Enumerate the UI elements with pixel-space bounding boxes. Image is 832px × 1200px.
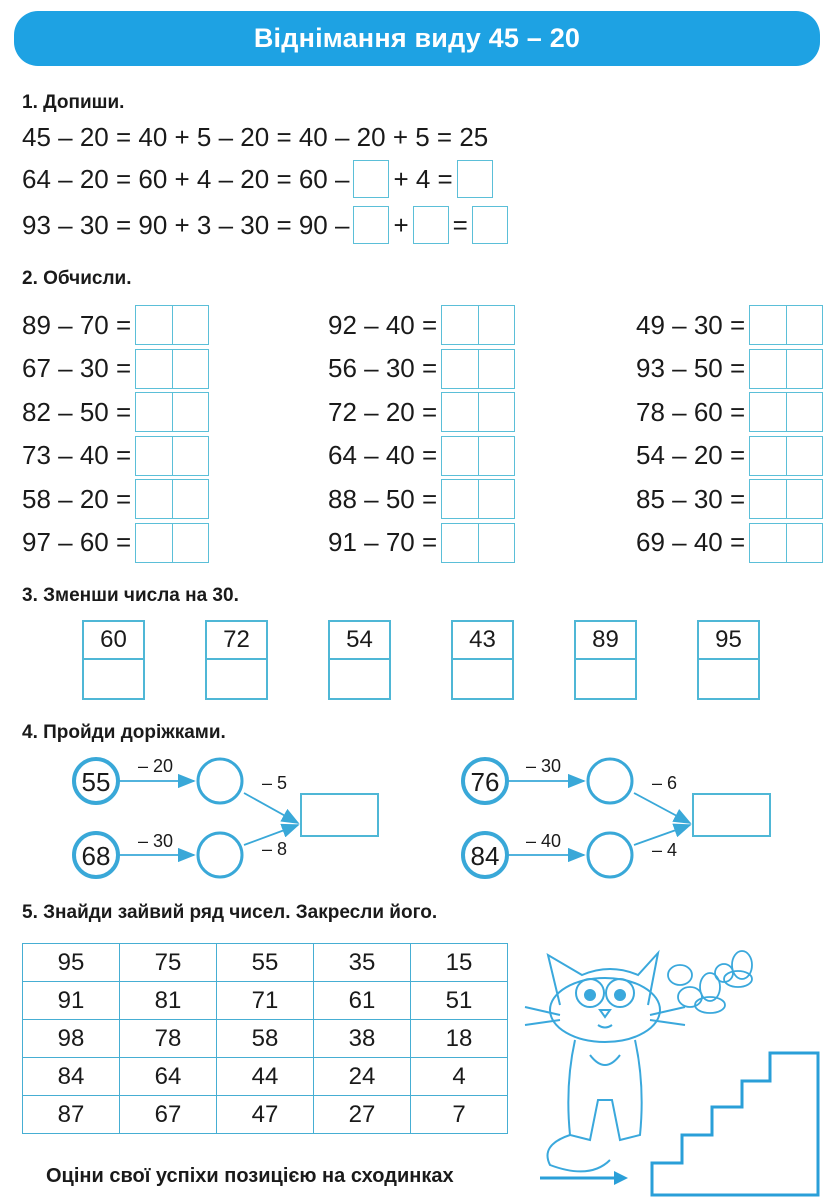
ones-cell[interactable] (172, 524, 208, 562)
footer-text: Оціни свої успіхи позицією на сходинках (46, 1165, 454, 1187)
card-number: 43 (453, 622, 512, 660)
answer-cells (441, 392, 515, 432)
tens-cell[interactable] (136, 480, 172, 518)
ones-cell[interactable] (786, 306, 822, 344)
task1-line2-text: 64 – 20 = 60 + 4 – 20 = 60 – (22, 164, 350, 194)
exercise-row (328, 523, 515, 563)
table-cell: 81 (120, 982, 217, 1020)
exercise-expression: 91 – 70 = (328, 527, 438, 557)
tens-cell[interactable] (750, 350, 786, 388)
table-cell: 4 (411, 1058, 508, 1096)
page-title: Віднімання виду 45 – 20 (253, 23, 581, 53)
exercise-expression: 49 – 30 = (636, 309, 746, 340)
table-cell: 27 (314, 1096, 411, 1134)
tens-cell[interactable] (750, 480, 786, 518)
exercise-expression: 78 – 60 = (636, 396, 746, 427)
task3-heading: 3. Зменши числа на 30. (22, 585, 239, 606)
exercise-row (22, 479, 209, 519)
table-cell: 35 (314, 944, 411, 982)
number-card (574, 620, 637, 700)
bee-illustration (668, 951, 752, 1013)
answer-cells (441, 349, 515, 389)
ones-cell[interactable] (786, 437, 822, 475)
card-number: 89 (576, 622, 635, 660)
table-cell: 7 (411, 1096, 508, 1134)
operation-label: – 8 (262, 839, 288, 859)
exercise-row (636, 392, 823, 432)
table-row[interactable] (23, 944, 508, 982)
answer-cells (441, 523, 515, 563)
illustration (520, 935, 832, 1200)
exercise-row (22, 305, 209, 345)
answer-cells (441, 436, 515, 476)
exercise-expression: 64 – 40 = (328, 440, 438, 470)
table-cell: 18 (411, 1020, 508, 1058)
card-answer-box[interactable] (207, 660, 266, 698)
table-cell: 47 (217, 1096, 314, 1134)
ones-cell[interactable] (786, 350, 822, 388)
tens-cell[interactable] (136, 524, 172, 562)
exercise-expression: 85 – 30 = (636, 483, 746, 514)
path-diagram-2 (463, 756, 770, 877)
number-card (328, 620, 391, 700)
task1-line1-text: 45 – 20 = 40 + 5 – 20 = 40 – 20 + 5 = 25 (22, 122, 489, 152)
tens-cell[interactable] (750, 393, 786, 431)
tens-cell[interactable] (750, 306, 786, 344)
task1-line3 (22, 206, 512, 244)
answer-cells (135, 436, 209, 476)
exercise-row (636, 349, 823, 389)
start-number: 68 (81, 841, 111, 871)
table-cell: 55 (217, 944, 314, 982)
ones-cell[interactable] (478, 393, 514, 431)
number-card (205, 620, 268, 700)
exercise-row (328, 392, 515, 432)
answer-cells (441, 479, 515, 519)
exercise-row (22, 523, 209, 563)
exercise-expression: 72 – 20 = (328, 396, 438, 427)
tens-cell[interactable] (442, 393, 478, 431)
table-cell: 51 (411, 982, 508, 1020)
table-cell: 15 (411, 944, 508, 982)
card-number: 72 (207, 622, 266, 660)
answer-cells (135, 392, 209, 432)
result-box[interactable] (301, 794, 378, 836)
table-cell: 91 (23, 982, 120, 1020)
table-cell: 75 (120, 944, 217, 982)
table-cell: 67 (120, 1096, 217, 1134)
answer-cells (749, 392, 823, 432)
table-cell: 78 (120, 1020, 217, 1058)
ones-cell[interactable] (478, 437, 514, 475)
card-number: 60 (84, 622, 143, 660)
tens-cell[interactable] (442, 524, 478, 562)
cat-illustration (525, 953, 685, 1171)
answer-box[interactable] (353, 160, 389, 198)
exercise-row (22, 436, 209, 476)
card-answer-box[interactable] (453, 660, 512, 698)
number-card (451, 620, 514, 700)
exercise-expression: 93 – 50 = (636, 353, 746, 383)
exercise-row (22, 349, 209, 389)
table-cell: 95 (23, 944, 120, 982)
ones-cell[interactable] (172, 480, 208, 518)
answer-cells (135, 479, 209, 519)
answer-circle[interactable] (198, 833, 242, 877)
exercise-expression: 56 – 30 = (328, 353, 438, 383)
exercise-expression: 54 – 20 = (636, 440, 746, 470)
plus-sign: + (393, 210, 409, 240)
table-row[interactable] (23, 982, 508, 1020)
ones-cell[interactable] (172, 350, 208, 388)
answer-cells (749, 349, 823, 389)
table-cell: 71 (217, 982, 314, 1020)
answer-cells (749, 305, 823, 345)
tens-cell[interactable] (750, 437, 786, 475)
table-cell: 44 (217, 1058, 314, 1096)
footer-self-assessment (46, 1165, 454, 1188)
table-cell: 84 (23, 1058, 120, 1096)
exercise-expression: 69 – 40 = (636, 527, 746, 557)
operation-label: – 5 (262, 773, 288, 793)
exercise-row (328, 436, 515, 476)
tens-cell[interactable] (136, 437, 172, 475)
answer-box[interactable] (353, 206, 389, 244)
task1-line2 (22, 160, 497, 198)
number-card (697, 620, 760, 700)
operation-label: – 30 (138, 831, 174, 851)
tens-cell[interactable] (136, 393, 172, 431)
start-number: 55 (81, 767, 111, 797)
exercise-expression: 67 – 30 = (22, 353, 132, 383)
tens-cell[interactable] (442, 437, 478, 475)
table-cell: 98 (23, 1020, 120, 1058)
card-number: 54 (330, 622, 389, 660)
table-cell: 61 (314, 982, 411, 1020)
exercise-expression: 89 – 70 = (22, 309, 132, 340)
number-card (82, 620, 145, 700)
operation-label: – 30 (526, 756, 562, 776)
card-number: 95 (699, 622, 758, 660)
answer-box[interactable] (413, 206, 449, 244)
answer-cells (749, 523, 823, 563)
operation-label: – 4 (652, 840, 678, 860)
answer-circle[interactable] (198, 759, 242, 803)
task2-heading: 2. Обчисли. (22, 268, 132, 289)
tens-cell[interactable] (442, 480, 478, 518)
operation-label: – 20 (138, 756, 174, 776)
result-box[interactable] (693, 794, 770, 836)
task4-heading: 4. Пройди доріжками. (22, 722, 226, 743)
answer-circle[interactable] (588, 759, 632, 803)
exercise-row (22, 392, 209, 432)
tens-cell[interactable] (136, 306, 172, 344)
task1-example-line (22, 122, 488, 152)
ones-cell[interactable] (478, 524, 514, 562)
ones-cell[interactable] (786, 524, 822, 562)
exercise-expression: 92 – 40 = (328, 309, 438, 340)
number-rows-table (22, 943, 508, 1134)
answer-circle[interactable] (588, 833, 632, 877)
table-row[interactable] (23, 1020, 508, 1058)
table-cell: 38 (314, 1020, 411, 1058)
exercise-row (636, 479, 823, 519)
exercise-row (636, 305, 823, 345)
ones-cell[interactable] (478, 480, 514, 518)
tens-cell[interactable] (750, 524, 786, 562)
exercise-row (328, 305, 515, 345)
answer-cells (441, 305, 515, 345)
ones-cell[interactable] (478, 306, 514, 344)
exercise-row (328, 349, 515, 389)
exercise-expression: 58 – 20 = (22, 483, 132, 514)
task1-line2-mid: + 4 = (393, 164, 453, 194)
table-cell: 24 (314, 1058, 411, 1096)
answer-box[interactable] (472, 206, 508, 244)
card-answer-box[interactable] (699, 660, 758, 698)
tens-cell[interactable] (136, 350, 172, 388)
answer-cells (135, 305, 209, 345)
ones-cell[interactable] (172, 306, 208, 344)
answer-cells (135, 349, 209, 389)
success-stairs[interactable] (652, 1053, 818, 1195)
exercise-row (328, 479, 515, 519)
operation-label: – 40 (526, 831, 562, 851)
card-answer-box[interactable] (576, 660, 635, 698)
start-number: 84 (470, 841, 500, 871)
operation-label: – 6 (652, 773, 678, 793)
task5-heading: 5. Знайди зайвий ряд чисел. Закресли його. (22, 902, 438, 923)
table-cell: 87 (23, 1096, 120, 1134)
task1-line3-text: 93 – 30 = 90 + 3 – 30 = 90 – (22, 210, 350, 240)
ones-cell[interactable] (172, 437, 208, 475)
table-cell: 64 (120, 1058, 217, 1096)
table-cell: 58 (217, 1020, 314, 1058)
ones-cell[interactable] (172, 393, 208, 431)
equals-sign: = (452, 210, 468, 240)
exercise-expression: 97 – 60 = (22, 527, 132, 557)
exercise-expression: 88 – 50 = (328, 483, 438, 514)
card-answer-box[interactable] (84, 660, 143, 698)
answer-cells (749, 479, 823, 519)
table-row[interactable] (23, 1096, 508, 1134)
exercise-row (636, 436, 823, 476)
path-diagram-1 (74, 756, 378, 877)
answer-cells (749, 436, 823, 476)
table-row[interactable] (23, 1058, 508, 1096)
task1-heading: 1. Допиши. (22, 92, 125, 113)
start-number: 76 (470, 767, 500, 797)
ones-cell[interactable] (786, 480, 822, 518)
task4-path-diagrams (0, 745, 832, 895)
exercise-expression: 73 – 40 = (22, 440, 132, 470)
ones-cell[interactable] (786, 393, 822, 431)
arrow-right-icon (540, 1168, 630, 1188)
tens-cell[interactable] (442, 350, 478, 388)
exercise-row (636, 523, 823, 563)
answer-cells (135, 523, 209, 563)
exercise-expression: 82 – 50 = (22, 396, 132, 427)
tens-cell[interactable] (442, 306, 478, 344)
page-title-banner (14, 11, 820, 66)
answer-box[interactable] (457, 160, 493, 198)
card-answer-box[interactable] (330, 660, 389, 698)
ones-cell[interactable] (478, 350, 514, 388)
